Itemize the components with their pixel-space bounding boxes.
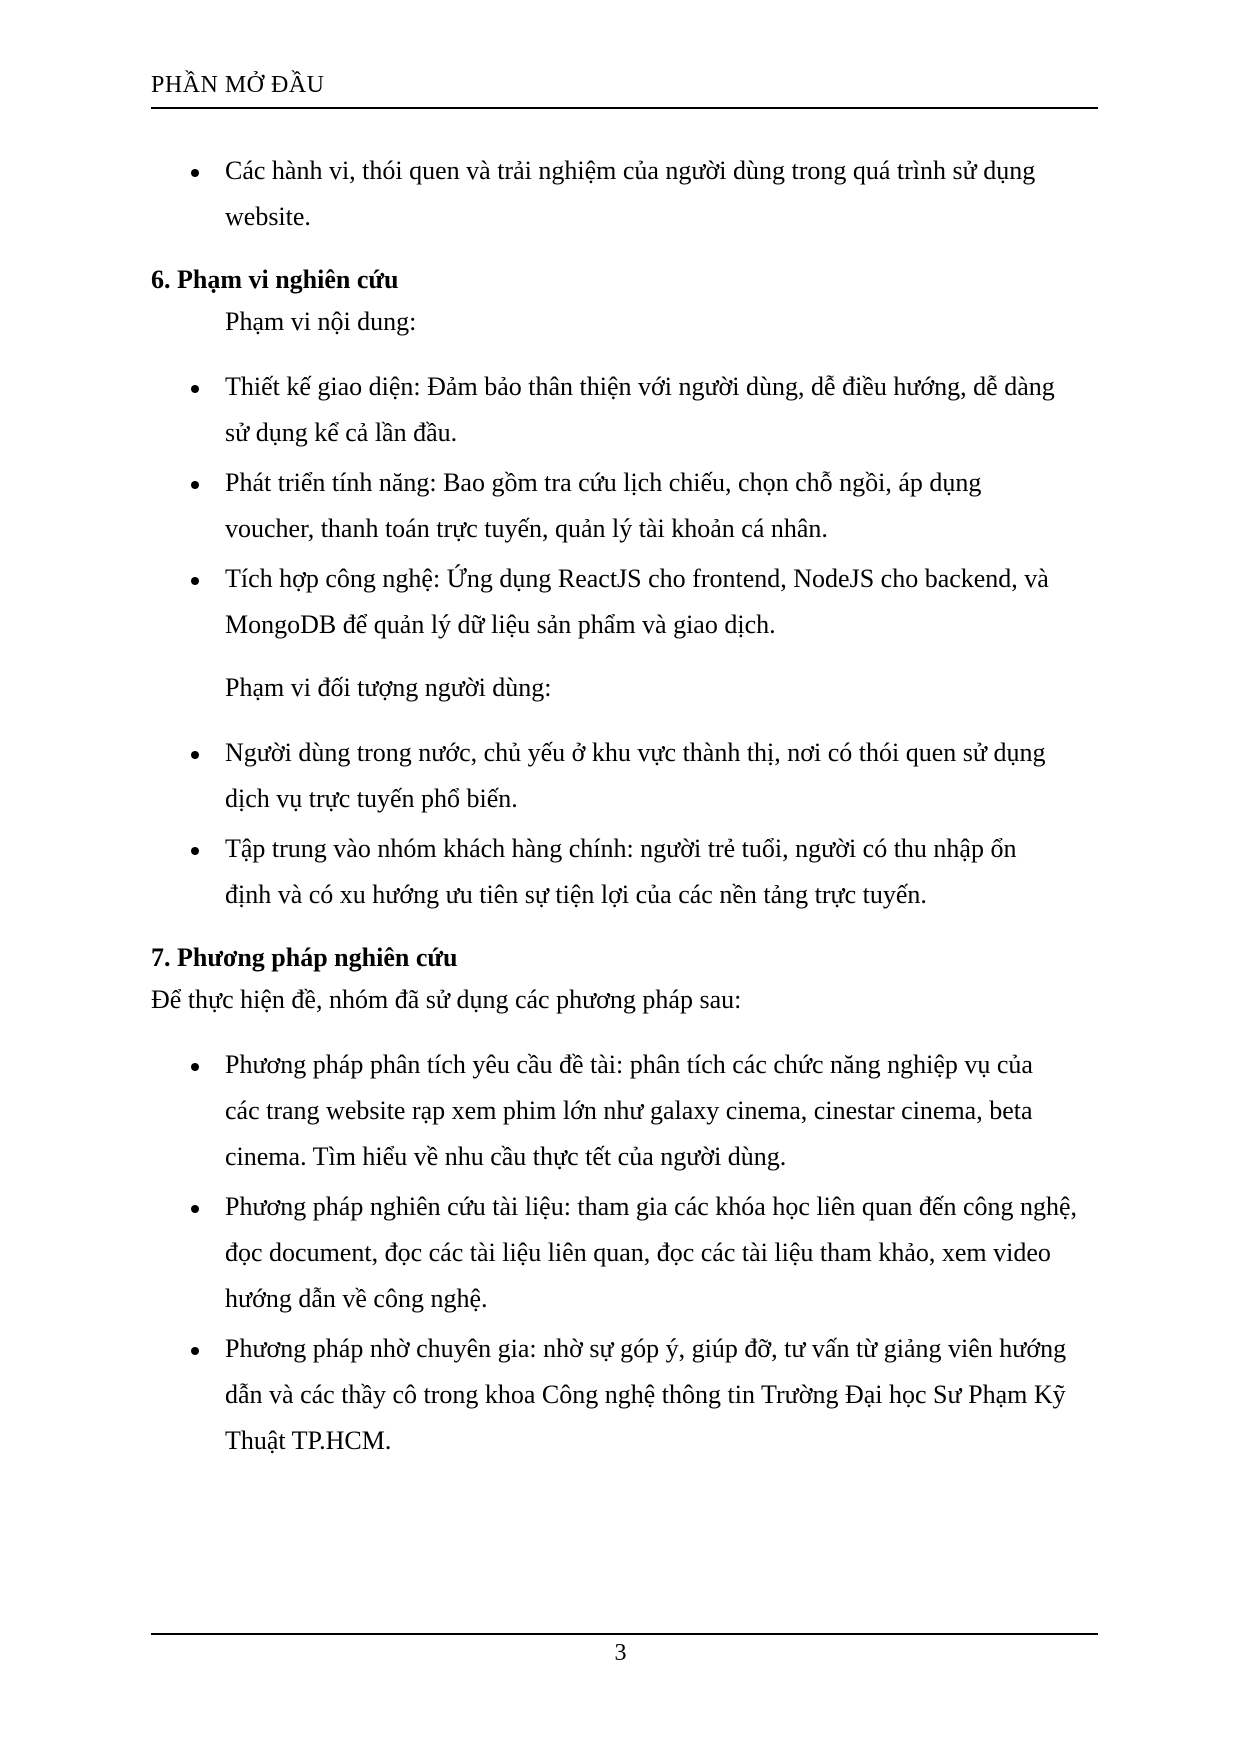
text-line: dịch vụ trực tuyến phổ biến. bbox=[225, 784, 518, 813]
text-line: Thuật TP.HCM. bbox=[225, 1426, 392, 1455]
subsection-label: Phạm vi nội dung: bbox=[225, 307, 417, 336]
text-line: sử dụng kể cả lần đầu. bbox=[225, 418, 458, 447]
text-line: Tập trung vào nhóm khách hàng chính: người trẻ tuổi, người có thu nhập ổn bbox=[225, 834, 1017, 863]
bullet-icon bbox=[191, 1205, 199, 1213]
header-divider bbox=[151, 107, 1098, 109]
text-line: voucher, thanh toán trực tuyến, quản lý tài khoản cá nhân. bbox=[225, 514, 828, 543]
page-number: 3 bbox=[614, 1640, 627, 1666]
text-line: Tích hợp công nghệ: Ứng dụng ReactJS cho frontend, NodeJS cho backend, và bbox=[225, 564, 1049, 593]
bullet-icon bbox=[191, 1063, 199, 1071]
footer-divider bbox=[151, 1633, 1098, 1635]
text-line: hướng dẫn về công nghệ. bbox=[225, 1284, 488, 1313]
bullet-icon bbox=[191, 751, 199, 759]
bullet-icon bbox=[191, 577, 199, 585]
intro-text: Để thực hiện đề, nhóm đã sử dụng các phương pháp sau: bbox=[151, 985, 742, 1014]
text-line: định và có xu hướng ưu tiên sự tiện lợi của các nền tảng trực tuyến. bbox=[225, 880, 927, 909]
bullet-icon bbox=[191, 385, 199, 393]
page-header-title: PHẦN MỞ ĐẦU bbox=[151, 72, 325, 98]
text-line: Người dùng trong nước, chủ yếu ở khu vực thành thị, nơi có thói quen sử dụng bbox=[225, 738, 1046, 767]
bullet-icon bbox=[191, 1347, 199, 1355]
text-line: Phương pháp nghiên cứu tài liệu: tham gia các khóa học liên quan đến công nghệ, bbox=[225, 1192, 1078, 1221]
section-heading: 6. Phạm vi nghiên cứu bbox=[151, 265, 399, 294]
bullet-icon bbox=[191, 169, 199, 177]
text-line: MongoDB để quản lý dữ liệu sản phẩm và giao dịch. bbox=[225, 610, 776, 639]
text-line: cinema. Tìm hiểu về nhu cầu thực tết của người dùng. bbox=[225, 1142, 787, 1171]
bullet-icon bbox=[191, 481, 199, 489]
text-line: Thiết kế giao diện: Đảm bảo thân thiện với người dùng, dễ điều hướng, dễ dàng bbox=[225, 372, 1055, 401]
text-line: dẫn và các thầy cô trong khoa Công nghệ thông tin Trường Đại học Sư Phạm Kỹ bbox=[225, 1380, 1066, 1409]
subsection-label: Phạm vi đối tượng người dùng: bbox=[225, 673, 552, 702]
bullet-icon bbox=[191, 847, 199, 855]
text-line: đọc document, đọc các tài liệu liên quan, đọc các tài liệu tham khảo, xem video bbox=[225, 1238, 1051, 1267]
text-line: Phương pháp nhờ chuyên gia: nhờ sự góp ý, giúp đỡ, tư vấn từ giảng viên hướng bbox=[225, 1334, 1067, 1363]
section-heading: 7. Phương pháp nghiên cứu bbox=[151, 943, 458, 972]
text-line: Các hành vi, thói quen và trải nghiệm của người dùng trong quá trình sử dụng bbox=[225, 156, 1036, 185]
text-line: các trang website rạp xem phim lớn như galaxy cinema, cinestar cinema, beta bbox=[225, 1096, 1033, 1125]
text-line: Phát triển tính năng: Bao gồm tra cứu lịch chiếu, chọn chỗ ngồi, áp dụng bbox=[225, 468, 982, 497]
text-line: website. bbox=[225, 202, 311, 231]
text-line: Phương pháp phân tích yêu cầu đề tài: phân tích các chức năng nghiệp vụ của bbox=[225, 1050, 1033, 1079]
